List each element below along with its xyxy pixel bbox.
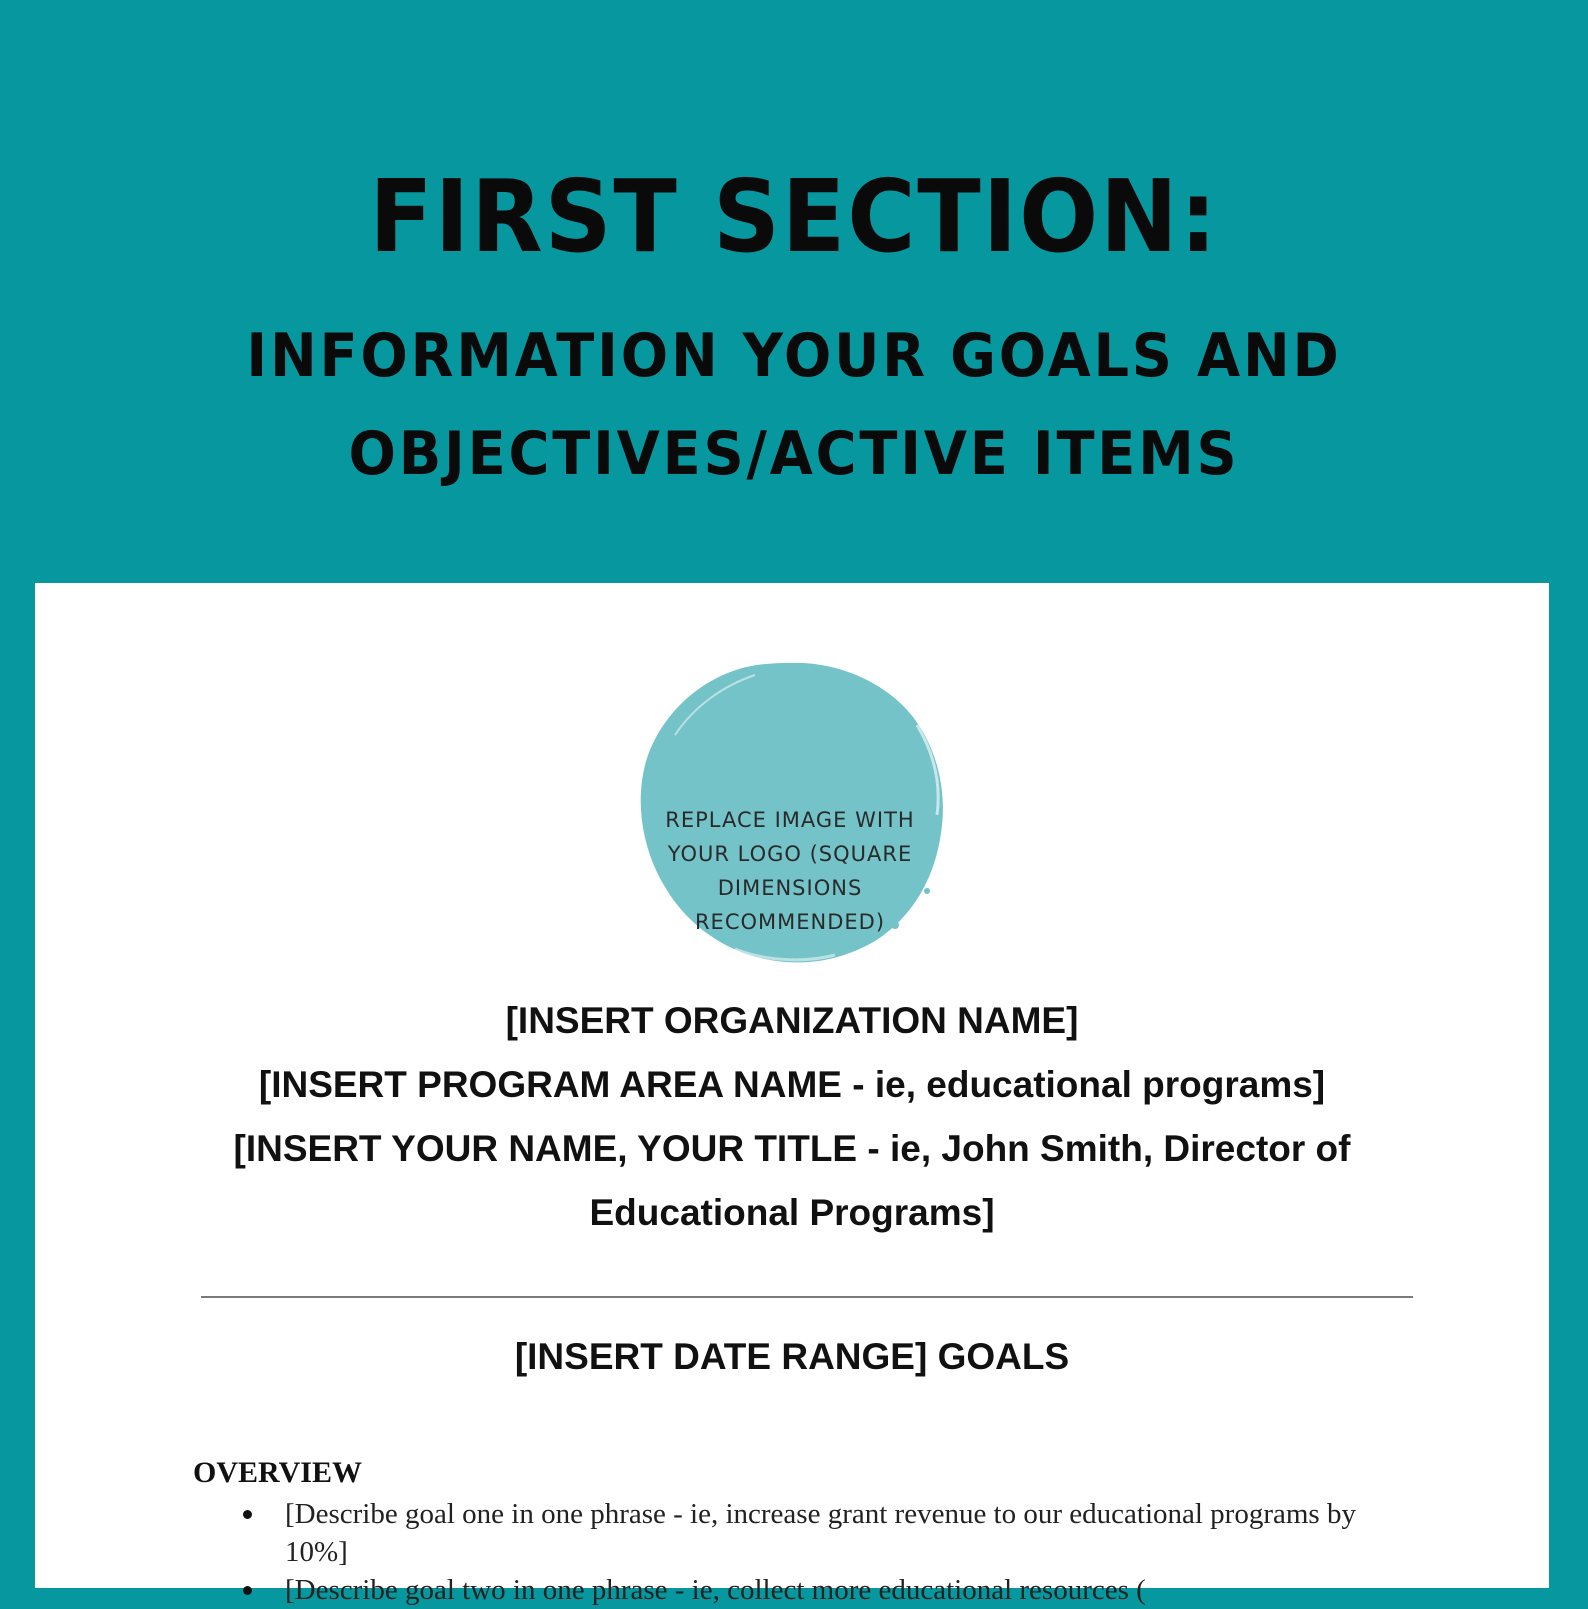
overview-item-text: [Describe goal two in one phrase - ie, collect more educational resources ( xyxy=(285,1574,1146,1606)
organization-name: [INSERT ORGANIZATION NAME] xyxy=(505,1000,1079,1041)
overview-label: OVERVIEW xyxy=(193,1456,362,1489)
bullet-icon xyxy=(243,1586,252,1595)
list-item xyxy=(235,1495,1395,1571)
goals-heading: [INSERT DATE RANGE] GOALS xyxy=(514,1336,1070,1377)
document-preview xyxy=(35,583,1549,1606)
overview-item-text: [Describe goal one in one phrase - ie, increase grant revenue to our educational programs by 10%] xyxy=(285,1498,1356,1568)
section-subtitle-line-2: OBJECTIVES/ACTIVE ITEMS xyxy=(348,419,1240,489)
banner xyxy=(0,0,1588,583)
bullet-icon xyxy=(243,1510,252,1519)
horizontal-divider xyxy=(201,1296,1413,1298)
list-item xyxy=(235,1571,1395,1609)
program-area-name: [INSERT PROGRAM AREA NAME - ie, educational programs] xyxy=(258,1064,1326,1105)
logo-placeholder-text: REPLACE IMAGE WITH YOUR LOGO (SQUARE DIMENSIONS RECOMMENDED) xyxy=(665,808,915,934)
section-title: FIRST SECTION: xyxy=(369,158,1219,275)
logo-placeholder[interactable] xyxy=(635,655,945,965)
author-name-title xyxy=(35,1117,1549,1245)
author-name-title-text: [INSERT YOUR NAME, YOUR TITLE - ie, John Smith, Director of Educational Programs] xyxy=(233,1128,1351,1233)
section-subtitle-line-1: INFORMATION YOUR GOALS AND xyxy=(246,321,1342,391)
overview-list xyxy=(235,1495,1395,1609)
